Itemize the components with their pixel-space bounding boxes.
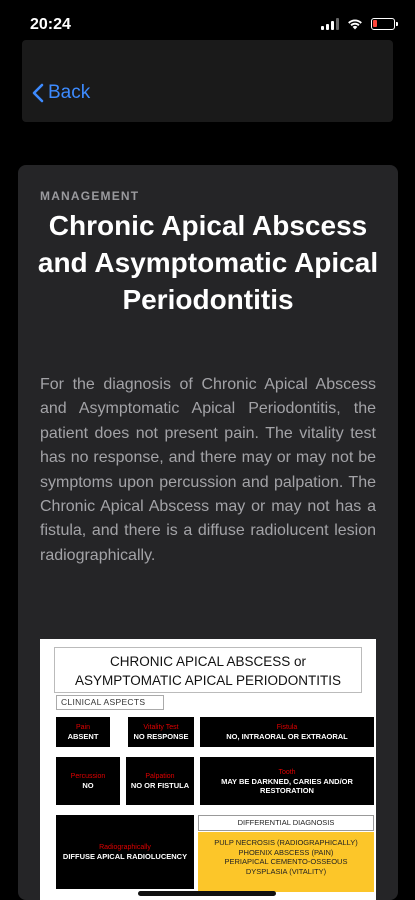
section-label: MANAGEMENT [40, 189, 140, 203]
cell-vitality-test [128, 717, 194, 747]
article-card [18, 165, 398, 900]
cell-value: ABSENT [67, 732, 99, 741]
chevron-left-icon [32, 83, 44, 103]
cell-palpation [126, 757, 194, 805]
wifi-icon [347, 18, 363, 30]
cell-value: NO [82, 781, 94, 790]
cell-label: Vitality Test [143, 724, 179, 731]
clinical-aspects-heading: CLINICAL ASPECTS [56, 695, 164, 710]
cell-value: MAY BE DARKNED, CARIES AND/OR RESTORATION [221, 776, 353, 795]
cell-value: NO OR FISTULA [130, 781, 190, 790]
battery-level [373, 20, 377, 27]
cell-value: NO, INTRAORAL OR EXTRAORAL [226, 732, 348, 741]
differential-diagnosis-heading: DIFFERENTIAL DIAGNOSIS [198, 815, 374, 831]
differential-item: PULP NECROSIS (RADIOGRAPHICALLY) [214, 838, 358, 847]
figure-title-line: CHRONIC APICAL ABSCESS or [109, 654, 307, 669]
differential-item: DYSPLASIA (VITALITY) [245, 866, 327, 876]
cell-value: DIFFUSE APICAL RADIOLUCENCY [62, 852, 188, 861]
cell-tooth [200, 757, 374, 805]
article-title: Chronic Apical Abscess and Asymptomatic Apical Periodontitis [37, 210, 379, 315]
cell-label: Radiographically [99, 844, 151, 851]
back-button-label: Back [48, 82, 91, 103]
cell-label: Tooth [278, 768, 296, 776]
figure-title-line: ASYMPTOMATIC APICAL PERIODONTITIS [74, 673, 342, 688]
cell-label: Pain [75, 724, 90, 731]
figure-title [54, 647, 362, 693]
differential-item: PERIAPICAL CEMENTO-OSSEOUS [224, 857, 348, 866]
home-indicator [138, 891, 276, 896]
nav-header [22, 40, 393, 122]
status-time: 20:24 [30, 16, 71, 33]
cell-radiographically [56, 815, 194, 889]
diagnosis-figure [40, 639, 376, 900]
cell-percussion [56, 757, 120, 805]
cell-fistula [200, 717, 374, 747]
differential-diagnosis-list [198, 832, 374, 892]
status-icons [321, 18, 395, 30]
article-body: For the diagnosis of Chronic Apical Abscess and Asymptomatic Apical Periodontitis, the patient does not present pain. The vitality test has no response, and there may or may not be symptoms upon percussion and palpation. The Chronic Apical Abscess may or may not has a fistula, and there is a diffuse radiolucent lesion radiographically. [40, 376, 376, 564]
back-button[interactable] [32, 82, 90, 104]
cell-value: NO RESPONSE [133, 732, 189, 741]
differential-item: PHOENIX ABSCESS (PAIN) [238, 847, 334, 857]
cell-label: Fistula [276, 724, 298, 731]
cell-label: Palpation [145, 773, 175, 780]
cell-label: Percussion [70, 773, 106, 780]
cellular-signal-icon [321, 18, 339, 30]
cell-pain [56, 717, 110, 747]
battery-icon [371, 18, 395, 30]
